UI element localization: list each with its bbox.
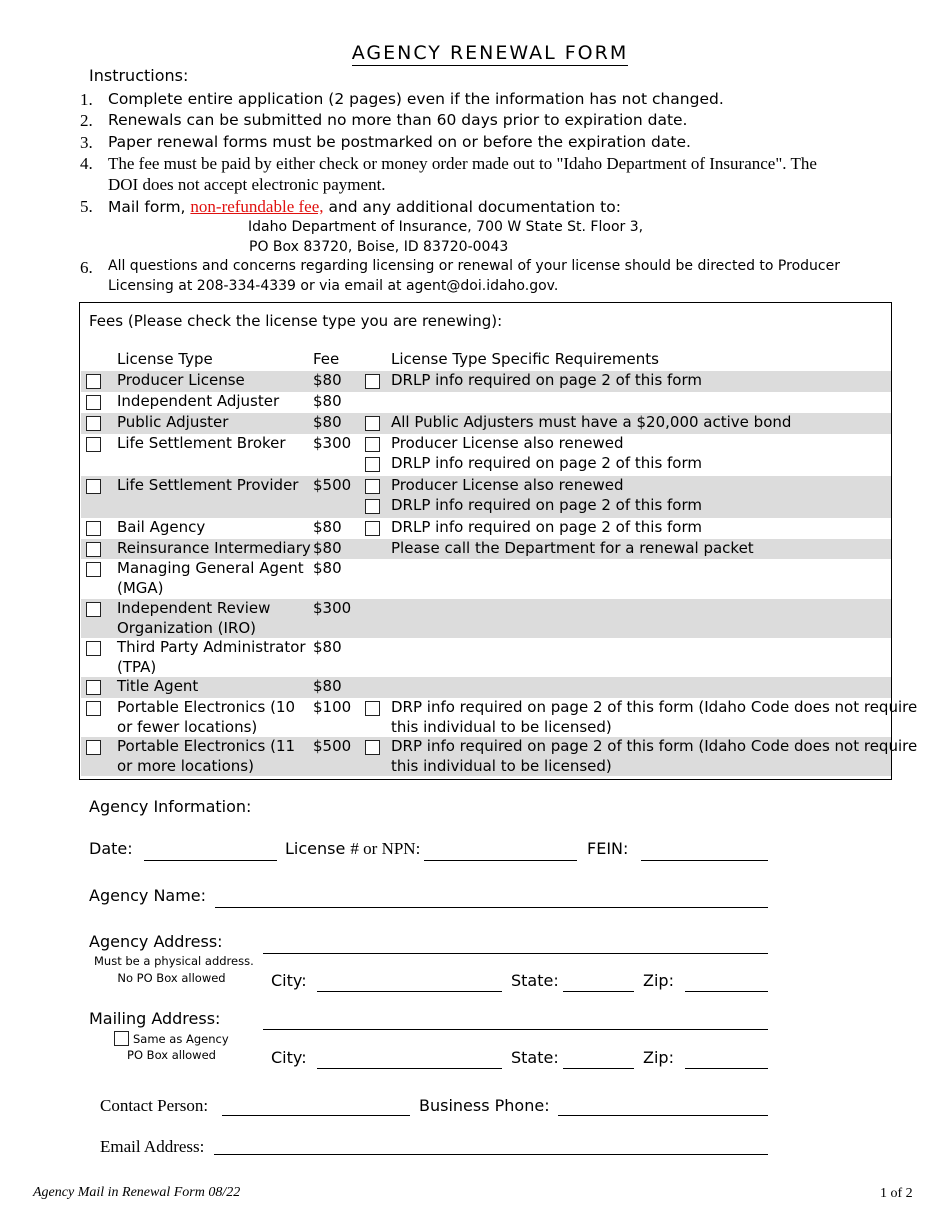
agency-name-field[interactable]: [215, 907, 768, 908]
column-header-license-type: License Type: [117, 350, 213, 368]
same-as-agency-label: Same as Agency: [133, 1032, 229, 1046]
agency-address-note-2: No PO Box allowed: [117, 971, 226, 985]
instruction-item-1: Complete entire application (2 pages) even if the information has not changed.: [108, 90, 724, 108]
license-checkbox[interactable]: [86, 542, 101, 557]
agency-state-field[interactable]: [563, 991, 634, 992]
list-number: 3.: [80, 133, 93, 152]
requirement-checkbox[interactable]: [365, 701, 380, 716]
license-type: Producer License: [117, 371, 245, 389]
mailing-zip-field[interactable]: [685, 1068, 768, 1069]
email-label: Email Address:: [100, 1137, 205, 1156]
requirement-checkbox[interactable]: [365, 479, 380, 494]
license-fee: $80: [313, 559, 342, 577]
license-type: Independent Adjuster: [117, 392, 280, 410]
license-fee: $80: [313, 518, 342, 536]
date-field[interactable]: [144, 860, 277, 861]
mailing-address-line-2: PO Box 83720, Boise, ID 83720-0043: [249, 239, 509, 255]
requirement-text: DRP info required on page 2 of this form (Idaho Code does not require this individual to be licensed): [391, 737, 918, 775]
license-type: Managing General Agent (MGA): [117, 559, 304, 597]
column-header-requirements: License Type Specific Requirements: [391, 350, 659, 368]
license-fee: $80: [313, 392, 342, 410]
agency-state-label: State:: [511, 971, 559, 990]
requirement-checkbox[interactable]: [365, 457, 380, 472]
license-checkbox[interactable]: [86, 701, 101, 716]
contact-person-field[interactable]: [222, 1115, 410, 1116]
license-fee: $100: [313, 698, 352, 716]
license-fee: $80: [313, 638, 342, 656]
requirement-checkbox[interactable]: [365, 374, 380, 389]
license-checkbox[interactable]: [86, 562, 101, 577]
license-type: Third Party Administrator (TPA): [117, 638, 306, 676]
instruction-item-6-line-1: All questions and concerns regarding licensing or renewal of your license should be directed to Producer: [108, 258, 840, 274]
license-type: Portable Electronics (11 or more locations): [117, 737, 296, 775]
business-phone-label: Business Phone:: [419, 1096, 550, 1115]
list-number: 1.: [80, 90, 93, 109]
license-checkbox[interactable]: [86, 479, 101, 494]
list-number: 2.: [80, 111, 93, 130]
mailing-address-line-1: Idaho Department of Insurance, 700 W State St. Floor 3,: [248, 219, 644, 235]
license-fee: $80: [313, 677, 342, 695]
license-fee: $80: [313, 413, 342, 431]
instruction-item-2: Renewals can be submitted no more than 60 days prior to expiration date.: [108, 111, 688, 129]
requirement-checkbox[interactable]: [365, 521, 380, 536]
email-field[interactable]: [214, 1154, 768, 1155]
requirement-note: Please call the Department for a renewal packet: [391, 539, 754, 557]
mailing-state-field[interactable]: [563, 1068, 634, 1069]
license-fee: $500: [313, 476, 352, 494]
list-number: 6.: [80, 258, 93, 277]
requirement-text: DRP info required on page 2 of this form (Idaho Code does not require this individual to be licensed): [391, 698, 918, 736]
agency-address-field[interactable]: [263, 953, 768, 954]
agency-address-note-1: Must be a physical address.: [94, 954, 254, 968]
license-checkbox[interactable]: [86, 602, 101, 617]
requirement-text: Producer License also renewed: [391, 434, 624, 452]
mailing-state-label: State:: [511, 1048, 559, 1067]
license-checkbox[interactable]: [86, 641, 101, 656]
license-type: Life Settlement Broker: [117, 434, 286, 452]
license-checkbox[interactable]: [86, 521, 101, 536]
license-type: Bail Agency: [117, 518, 206, 536]
license-type: Public Adjuster: [117, 413, 229, 431]
license-type: Reinsurance Intermediary: [117, 539, 311, 557]
requirement-text: DRLP info required on page 2 of this form: [391, 371, 702, 389]
fee-row-band: [81, 677, 891, 698]
instruction-item-5: Mail form, non-refundable fee, and any additional documentation to:: [108, 197, 621, 216]
mailing-address-field[interactable]: [263, 1029, 768, 1030]
license-type: Independent Review Organization (IRO): [117, 599, 271, 637]
license-checkbox[interactable]: [86, 395, 101, 410]
agency-info-heading: Agency Information:: [89, 797, 252, 816]
form-title: AGENCY RENEWAL FORM: [351, 42, 629, 64]
license-checkbox[interactable]: [86, 374, 101, 389]
po-box-allowed-note: PO Box allowed: [127, 1048, 216, 1062]
license-type: Life Settlement Provider: [117, 476, 299, 494]
license-checkbox[interactable]: [86, 437, 101, 452]
agency-zip-field[interactable]: [685, 991, 768, 992]
page-number: 1 of 2: [880, 1186, 913, 1201]
agency-address-label: Agency Address:: [89, 932, 223, 951]
license-type: Portable Electronics (10 or fewer locations): [117, 698, 296, 736]
requirement-text: Producer License also renewed: [391, 476, 624, 494]
non-refundable-fee-text: non-refundable fee,: [190, 197, 324, 216]
requirement-checkbox[interactable]: [365, 499, 380, 514]
fein-label: FEIN:: [587, 839, 629, 858]
mailing-zip-label: Zip:: [643, 1048, 674, 1067]
contact-person-label: Contact Person:: [100, 1096, 209, 1115]
requirement-checkbox[interactable]: [365, 416, 380, 431]
business-phone-field[interactable]: [558, 1115, 768, 1116]
license-fee: $300: [313, 434, 352, 452]
license-fee: $300: [313, 599, 352, 617]
license-fee: $500: [313, 737, 352, 755]
date-label: Date:: [89, 839, 133, 858]
license-npn-label: License # or NPN:: [285, 839, 421, 858]
list-number: 5.: [80, 197, 93, 216]
license-npn-field[interactable]: [424, 860, 577, 861]
footer-form-id: Agency Mail in Renewal Form 08/22: [33, 1185, 241, 1200]
requirement-checkbox[interactable]: [365, 740, 380, 755]
license-fee: $80: [313, 371, 342, 389]
mailing-city-field[interactable]: [317, 1068, 502, 1069]
agency-name-label: Agency Name:: [89, 886, 207, 905]
fees-heading: Fees (Please check the license type you are renewing):: [89, 312, 503, 330]
fein-field[interactable]: [641, 860, 768, 861]
requirement-text: DRLP info required on page 2 of this form: [391, 496, 702, 514]
license-checkbox[interactable]: [86, 680, 101, 695]
license-checkbox[interactable]: [86, 740, 101, 755]
requirement-text: All Public Adjusters must have a $20,000 active bond: [391, 413, 792, 431]
instruction-item-4-line-1: The fee must be paid by either check or money order made out to "Idaho Department of Insurance". The: [108, 154, 817, 173]
license-type: Title Agent: [117, 677, 199, 695]
license-checkbox[interactable]: [86, 416, 101, 431]
instruction-item-3: Paper renewal forms must be postmarked on or before the expiration date.: [108, 133, 691, 151]
agency-city-field[interactable]: [317, 991, 502, 992]
license-fee: $80: [313, 539, 342, 557]
requirement-text: DRLP info required on page 2 of this form: [391, 518, 702, 536]
column-header-fee: Fee: [313, 350, 340, 368]
requirement-text: DRLP info required on page 2 of this form: [391, 454, 702, 472]
mailing-city-label: City:: [271, 1048, 307, 1067]
agency-city-label: City:: [271, 971, 307, 990]
requirement-checkbox[interactable]: [365, 437, 380, 452]
list-number: 4.: [80, 154, 93, 173]
instructions-heading: Instructions:: [89, 66, 189, 85]
same-as-agency-checkbox[interactable]: [114, 1031, 129, 1046]
instruction-item-6-line-2: Licensing at 208-334-4339 or via email at agent@doi.idaho.gov.: [108, 278, 559, 294]
mailing-address-label: Mailing Address:: [89, 1009, 221, 1028]
agency-zip-label: Zip:: [643, 971, 674, 990]
instruction-item-4-line-2: DOI does not accept electronic payment.: [108, 175, 386, 194]
